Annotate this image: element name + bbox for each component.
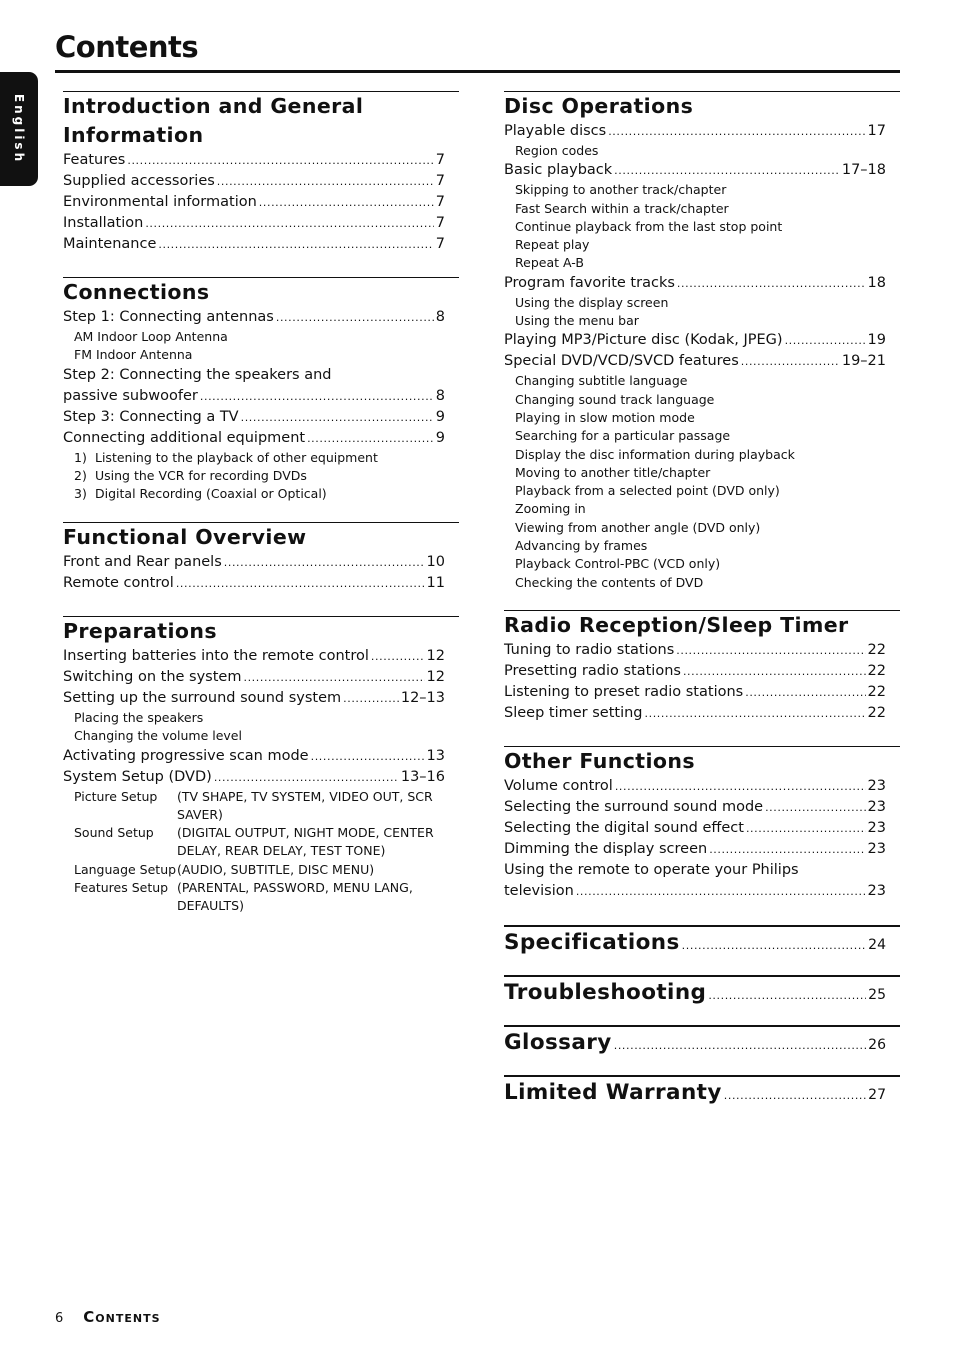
main-entry-title: Glossary (504, 1030, 612, 1055)
entry-text: Environmental information (63, 194, 257, 210)
page-number: 13–16 (400, 768, 445, 785)
language-tab (0, 72, 38, 186)
toc-entry[interactable] (63, 767, 459, 788)
toc-entry[interactable] (504, 682, 900, 703)
language-tab-label: English (12, 93, 26, 165)
entry-text: Sleep timer setting (504, 705, 643, 721)
subentry-number: 1) (74, 449, 87, 465)
dot-leader (576, 881, 866, 902)
toc-subentry (504, 236, 900, 254)
dot-leader (241, 407, 434, 428)
subentry-text: Region codes (515, 143, 599, 158)
toc-subentry (504, 519, 900, 537)
toc-subentry (504, 372, 900, 390)
page-number: 12–13 (400, 690, 445, 706)
page-number: 12 (426, 648, 445, 664)
entry-text: Tuning to radio stations (504, 642, 675, 658)
page-number: 7 (435, 215, 445, 231)
toc-section (504, 610, 900, 724)
subentry-text: Viewing from another angle (DVD only) (515, 519, 761, 535)
entry-text: Volume control (504, 778, 613, 794)
page-number: 19–21 (841, 353, 886, 370)
entry-text: Maintenance (63, 236, 157, 252)
toc-entry[interactable] (63, 407, 459, 428)
toc-section (63, 277, 459, 503)
entry-text: Activating progressive scan mode (63, 747, 309, 764)
toc-entry[interactable] (63, 552, 459, 573)
toc-subentry (504, 294, 900, 312)
toc-subentry (63, 328, 459, 346)
toc-entry[interactable] (504, 881, 900, 902)
toc-subentry (504, 142, 900, 160)
dot-leader (708, 989, 866, 1002)
dot-leader (243, 667, 424, 688)
toc-entry[interactable] (504, 121, 900, 142)
subentry-text: Checking the contents of DVD (515, 574, 704, 590)
page-number: 23 (867, 799, 886, 815)
toc-entry[interactable] (504, 330, 900, 351)
section-title: Radio Reception/Sleep Timer (504, 613, 849, 637)
main-entry-title: Troubleshooting (504, 980, 707, 1005)
toc-entry[interactable] (504, 818, 900, 839)
page-number: 22 (867, 684, 886, 700)
toc-entry[interactable] (504, 273, 900, 294)
toc-subentry (504, 181, 900, 199)
entry-text: Special DVD/VCD/SVCD features (504, 353, 739, 370)
toc-main-entry[interactable] (504, 975, 900, 1009)
entry-text: System Setup (DVD) (63, 768, 212, 785)
page-title: Contents (55, 30, 199, 64)
toc-entry[interactable] (63, 150, 459, 171)
toc-subentry (504, 427, 900, 445)
entry-text: Step 1: Connecting antennas (63, 309, 274, 325)
toc-main-entry[interactable] (504, 1025, 900, 1059)
page-number: 25 (868, 987, 886, 1003)
page-number: 7 (435, 173, 445, 189)
dot-leader (176, 573, 425, 594)
section-title: Introduction and General Information (63, 94, 364, 147)
subentry-text: Changing sound track language (515, 391, 715, 407)
footer-page-number: 6 (55, 1311, 64, 1326)
toc-entry[interactable] (63, 573, 459, 594)
subentry-text: Repeat A-B (515, 255, 584, 271)
dot-leader (645, 703, 866, 724)
toc-section (63, 522, 459, 594)
dot-leader (224, 552, 425, 573)
section-title: Disc Operations (504, 94, 694, 118)
page-number: 27 (868, 1087, 886, 1103)
toc-section (63, 91, 459, 255)
page-number: 24 (868, 937, 886, 953)
dot-leader (158, 234, 433, 255)
toc-section (63, 616, 459, 916)
dot-leader (682, 939, 867, 952)
setup-label: Picture Setup (74, 788, 158, 804)
page-number: 17–18 (841, 162, 886, 179)
toc-entry[interactable] (63, 428, 459, 449)
subentry-text: Placing the speakers (74, 710, 204, 725)
toc-subentry (63, 449, 459, 467)
entry-text: Step 3: Connecting a TV (63, 408, 239, 425)
toc-subentry (504, 464, 900, 482)
entry-text: Features (63, 152, 126, 168)
dot-leader (614, 1039, 866, 1052)
page-number: 19 (867, 332, 886, 349)
dot-leader (683, 661, 866, 682)
subentry-text: Fast Search within a track/chapter (515, 200, 729, 216)
page-number: 26 (868, 1037, 886, 1053)
dot-leader (676, 640, 865, 661)
toc-subentry (504, 218, 900, 236)
setup-value: (AUDIO, SUBTITLE, DISC MENU) (177, 861, 375, 877)
toc-subentry (63, 467, 459, 485)
entry-text: Inserting batteries into the remote control (63, 648, 369, 664)
subentry-text: Changing subtitle language (515, 373, 688, 389)
toc-entry[interactable] (63, 213, 459, 234)
entry-text: Remote control (63, 575, 174, 591)
toc-entry[interactable] (63, 646, 459, 667)
page-number: 23 (867, 778, 886, 794)
subentry-text: Listening to the playback of other equipment (95, 449, 378, 465)
dot-leader (311, 746, 425, 767)
section-title: Other Functions (504, 749, 696, 773)
toc-subentry (63, 346, 459, 364)
entry-text: Selecting the surround sound mode (504, 799, 764, 815)
page-number: 10 (426, 554, 445, 570)
dot-leader (745, 682, 865, 703)
entry-text: Installation (63, 215, 144, 231)
subentry-text: FM Indoor Antenna (74, 347, 193, 363)
dot-leader (200, 386, 434, 407)
dot-leader (145, 213, 433, 234)
toc-subentry (504, 391, 900, 409)
title-divider (55, 70, 900, 73)
toc-entry[interactable] (504, 661, 900, 682)
entry-text: television (504, 883, 574, 899)
main-entry-title: Limited Warranty (504, 1080, 722, 1105)
dot-leader (746, 818, 866, 839)
subentry-text: Advancing by frames (515, 538, 648, 554)
toc-subentry (63, 485, 459, 503)
toc-entry[interactable] (504, 703, 900, 724)
dot-leader (709, 839, 865, 860)
subentry-number: 3) (74, 486, 87, 502)
toc-subentry (63, 727, 459, 745)
toc-entry[interactable] (504, 776, 900, 797)
page-number: 9 (435, 408, 445, 425)
subentry-text: Changing the volume level (74, 728, 242, 744)
dot-leader (615, 776, 866, 797)
dot-leader (741, 351, 840, 372)
toc-subentry (504, 555, 900, 573)
subentry-text: Playing in slow motion mode (515, 409, 695, 425)
page-number: 13 (426, 747, 445, 764)
dot-leader (217, 171, 434, 192)
page-number: 23 (867, 820, 886, 836)
dot-leader (371, 646, 425, 667)
page-number: 22 (867, 705, 886, 721)
subentry-text: Repeat play (515, 237, 590, 253)
toc-section (504, 746, 900, 902)
setup-label: Features Setup (74, 880, 169, 896)
page-number: 7 (435, 194, 445, 210)
toc-entry[interactable] (63, 307, 459, 328)
toc-entry[interactable] (504, 351, 900, 372)
toc-subentry (504, 409, 900, 427)
entry-text: Listening to preset radio stations (504, 684, 744, 700)
subentry-number: 2) (74, 467, 87, 483)
subentry-text: Searching for a particular passage (515, 428, 731, 444)
entry-text: Basic playback (504, 162, 613, 179)
toc-entry[interactable] (504, 839, 900, 860)
dot-leader (724, 1089, 866, 1102)
subentry-text: Skipping to another track/chapter (515, 182, 727, 198)
dot-leader (614, 160, 840, 181)
subentry-text: Continue playback from the last stop point (515, 218, 783, 234)
entry-text: Playing MP3/Picture disc (Kodak, JPEG) (504, 332, 783, 349)
toc-entry-line[interactable]: Using the remote to operate your Philips (504, 862, 799, 878)
entry-text: Front and Rear panels (63, 554, 222, 570)
section-title: Connections (63, 280, 210, 304)
toc-main-entry[interactable] (504, 1075, 900, 1109)
setup-table (63, 788, 459, 916)
toc-entry[interactable] (63, 192, 459, 213)
toc-entry[interactable] (63, 234, 459, 255)
toc-entry-line[interactable]: Step 2: Connecting the speakers and (63, 366, 332, 383)
dot-leader (343, 688, 399, 709)
dot-leader (259, 192, 434, 213)
subentry-text: Playback from a selected point (DVD only) (515, 483, 780, 499)
entry-text: Playable discs (504, 123, 607, 139)
page-number: 9 (435, 429, 445, 446)
page-number: 23 (867, 883, 886, 899)
toc-subentry (504, 312, 900, 330)
toc-entry[interactable] (63, 746, 459, 767)
page-number: 22 (867, 642, 886, 658)
entry-text: passive subwoofer (63, 387, 198, 404)
subentry-text: Moving to another title/chapter (515, 464, 711, 480)
page-number: 7 (435, 236, 445, 252)
setup-label: Language Setup (74, 861, 177, 877)
toc-subentry (504, 482, 900, 500)
section-title: Preparations (63, 619, 217, 643)
toc-subentry (504, 200, 900, 218)
page-number: 12 (426, 669, 445, 685)
footer-section-name: Contents (83, 1308, 161, 1326)
main-entry-title: Specifications (504, 930, 680, 955)
subentry-text: Using the VCR for recording DVDs (95, 467, 307, 483)
dot-leader (785, 330, 866, 351)
page-number: 17 (867, 123, 886, 139)
entry-text: Supplied accessories (63, 173, 215, 189)
entry-text: Presetting radio stations (504, 663, 681, 679)
toc-subentry (504, 500, 900, 518)
entry-text: Program favorite tracks (504, 274, 675, 291)
setup-value: (TV SHAPE, TV SYSTEM, VIDEO OUT, SCR SAVER) (177, 788, 433, 822)
page-number: 8 (435, 309, 445, 325)
subentry-text: AM Indoor Loop Antenna (74, 329, 228, 344)
entry-text: Switching on the system (63, 669, 242, 685)
toc-section (504, 91, 900, 592)
subentry-text: Zooming in (515, 501, 586, 517)
page-number: 23 (867, 841, 886, 857)
page-footer (55, 1308, 161, 1326)
section-title: Functional Overview (63, 525, 307, 549)
page-number: 8 (435, 387, 445, 404)
dot-leader (307, 428, 434, 449)
toc-entry[interactable] (504, 640, 900, 661)
toc-subentry (504, 537, 900, 555)
setup-value: (DIGITAL OUTPUT, NIGHT MODE, CENTER DELAY, REAR DELAY, TEST TONE) (177, 825, 434, 859)
setup-value: (PARENTAL, PASSWORD, MENU LANG, DEFAULTS) (177, 880, 413, 914)
page-number: 22 (867, 663, 886, 679)
subentry-text: Using the display screen (515, 294, 669, 310)
toc-entry[interactable] (504, 797, 900, 818)
toc-subentry (63, 709, 459, 727)
dot-leader (765, 797, 865, 818)
dot-leader (214, 767, 399, 788)
toc-entry[interactable] (63, 667, 459, 688)
page-number: 7 (435, 152, 445, 168)
toc-entry[interactable] (63, 171, 459, 192)
dot-leader (677, 273, 866, 294)
page-number: 18 (867, 274, 886, 291)
toc-subentry (504, 254, 900, 272)
entry-text: Dimming the display screen (504, 841, 708, 857)
dot-leader (608, 121, 865, 142)
entry-text: Selecting the digital sound effect (504, 820, 744, 836)
subentry-text: Using the menu bar (515, 313, 639, 329)
subentry-text: Digital Recording (Coaxial or Optical) (95, 486, 327, 502)
setup-label: Sound Setup (74, 825, 154, 841)
subentry-text: Display the disc information during playback (515, 446, 795, 462)
subentry-text: Playback Control-PBC (VCD only) (515, 556, 721, 572)
toc-main-entry[interactable] (504, 925, 900, 959)
entry-text: Setting up the surround sound system (63, 690, 342, 706)
toc-entry[interactable] (504, 160, 900, 181)
page-number: 11 (426, 575, 445, 591)
toc-subentry (504, 574, 900, 592)
dot-leader (276, 307, 434, 328)
toc-subentry (504, 446, 900, 464)
toc-entry[interactable] (63, 386, 459, 407)
entry-text: Connecting additional equipment (63, 429, 306, 446)
dot-leader (127, 150, 433, 171)
toc-entry[interactable] (63, 688, 459, 709)
